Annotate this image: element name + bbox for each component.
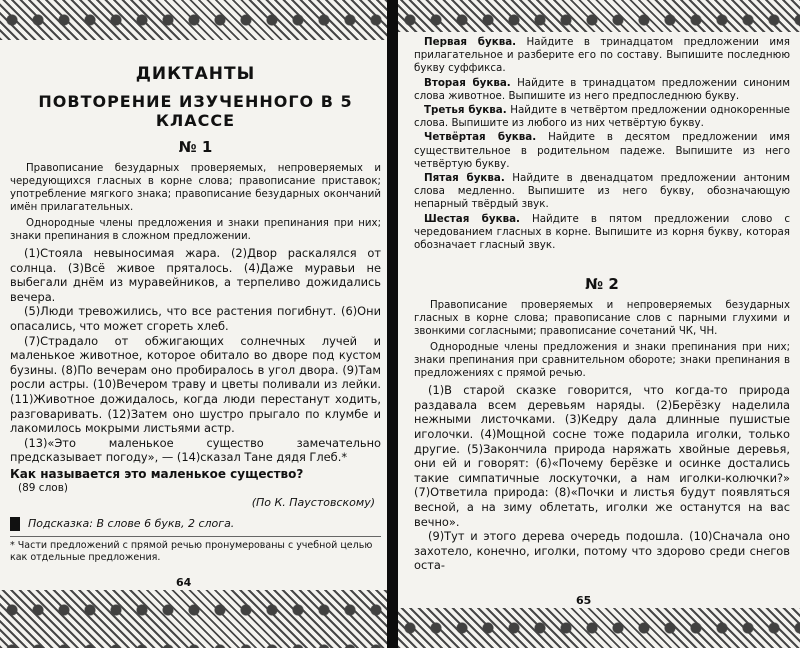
task-text: Найдите в двенадцатом предложении антоним слова медленно. Выпишите из него букву, обозначающую непарный твёрдый звук. [414, 172, 790, 211]
left-page-content [0, 58, 387, 564]
source-attribution: (По К. Паустовскому) [251, 495, 375, 509]
topic-spelling: Правописание проверяемых и непроверяемых безударных гласных в корне слова; правописание слов с парными глухими и звонкими согласными; правописание сочетаний ЧК, ЧН. [414, 300, 790, 338]
task-item [414, 104, 790, 130]
task-label: Четвёртая буква. [424, 131, 537, 144]
task-item [414, 36, 790, 76]
book-gutter [387, 0, 398, 648]
top-ornament-left [0, 0, 387, 40]
topic-spelling: Правописание безударных проверяемых, непроверяемых и чередующихся гласных в корне слова; правописание приставок; употребление мягкого знака; правописание безударных окончаний имён прилагательных. [10, 163, 381, 213]
dictation-number-2: № 2 [585, 275, 619, 294]
task-item [414, 131, 790, 171]
task-label: Первая буква. [424, 36, 517, 48]
bottom-ornament-right [398, 608, 800, 648]
left-page [0, 0, 387, 648]
task-label: Вторая буква. [424, 76, 511, 89]
footnote: * Части предложений с прямой речью пронумерованы с учебной целью как отдельные предложения. [10, 536, 381, 564]
task-text: Найдите в тринадцатом предложении синоним слова животное. Выпишите из него предпоследнюю букву. [414, 76, 790, 102]
top-ornament-right [398, 0, 800, 32]
dictation-paragraph: (5)Люди тревожились, что все растения погибнут. (6)Они опасались, что может сгореть хлеб. [10, 304, 381, 333]
hint-marker-icon [10, 517, 20, 531]
dictation-number-1: № 1 [178, 138, 213, 156]
hint [10, 517, 381, 531]
riddle-question: Как называется это маленькое существо? [10, 466, 304, 481]
hint-text: Подсказка: В слове 6 букв, 2 слога. [28, 517, 235, 531]
task-text: Найдите в пятом предложении слово с чередованием гласных в корне. Выпишите из корня букву, которая обозначает гласный звук. [414, 212, 791, 252]
task-item [414, 213, 790, 253]
topic-punctuation: Однородные члены предложения и знаки препинания при них; знаки препинания в сложном предложении. [10, 218, 381, 242]
page-number-left: 64 [176, 576, 192, 589]
right-page [398, 0, 800, 648]
task-label: Третья буква. [424, 104, 507, 117]
dictation-paragraph: (9)Тут и этого дерева очередь подошла. (10)Сначала оно захотело, конечно, иголки, потому что здорово среди снегов оста- [414, 529, 790, 573]
task-label: Шестая буква. [424, 212, 520, 225]
page-number-right: 65 [576, 594, 592, 607]
task-text: Найдите в тринадцатом предложении имя прилагательное и разберите его по составу. Выпишите последнюю букву суффикса. [414, 36, 791, 75]
topic-punctuation: Однородные члены предложения и знаки препинания при них; знаки препинания при сравнительном обороте; знаки препинания в предложениях с прямой речью. [414, 342, 790, 380]
dictation-paragraph: (13)«Это маленькое существо замечательно предсказывает погоду», — (14)сказал Тане дядя Глеб.* [10, 435, 381, 465]
spacer [414, 253, 790, 271]
bottom-ornament-left [0, 590, 387, 648]
task-item [414, 172, 790, 212]
chapter-title: ДИКТАНТЫ [135, 64, 256, 84]
word-count: (89 слов) [18, 481, 68, 494]
task-item [414, 77, 790, 103]
dictation-paragraph: (1)В старой сказке говорится, что когда-то природа раздавала всем деревьям наряды. (2)Берёзку наделила нежными листочками. (3)Кедру дала длинные пушистые иголочки. (4)Мощной сосне тоже подарила иголки, только другие. (5)Закончила природа наряжать хвойные деревья, они ей и говорят: (6)«Почему берёзке и осинке достались такие симпатичные лоскуточки, а нам иголки-колючки?» (7)Ответила природа: (8)«Почки и листья будут появляться весной, а на зиму облетать, иголки же останутся на вас вечно». [414, 383, 790, 529]
dictation-paragraph: (1)Стояла невыносимая жара. (2)Двор раскалялся от солнца. (3)Всё живое пряталось. (4)Даже муравьи не выбегали днём из муравейников, а терпеливо дожидались вечера. [10, 246, 381, 304]
task-text: Найдите в четвёртом предложении однокоренные слова. Выпишите из любого из них четвёртую букву. [414, 104, 790, 130]
task-label: Пятая буква. [424, 172, 505, 185]
dictation-paragraph: (7)Страдало от обжигающих солнечных лучей и маленькое животное, которое обитало во дворе под кустом бузины. (8)По вечерам оно пробиралось в угол двора. (9)Там росли астры. (10)Вечером траву и цветы поливали из лейки. (11)Животное дожидалось, когда люди перестанут ходить, разговаривать. (12)Затем оно шустро прыгало по клумбе и лакомилось мокрыми листьями астр. [10, 333, 381, 436]
section-title: ПОВТОРЕНИЕ ИЗУЧЕННОГО В 5 КЛАССЕ [38, 92, 353, 130]
right-page-content [398, 36, 800, 573]
task-text: Найдите в десятом предложении имя существительное в родительном падеже. Выпишите из него четвёртую букву. [414, 131, 790, 170]
